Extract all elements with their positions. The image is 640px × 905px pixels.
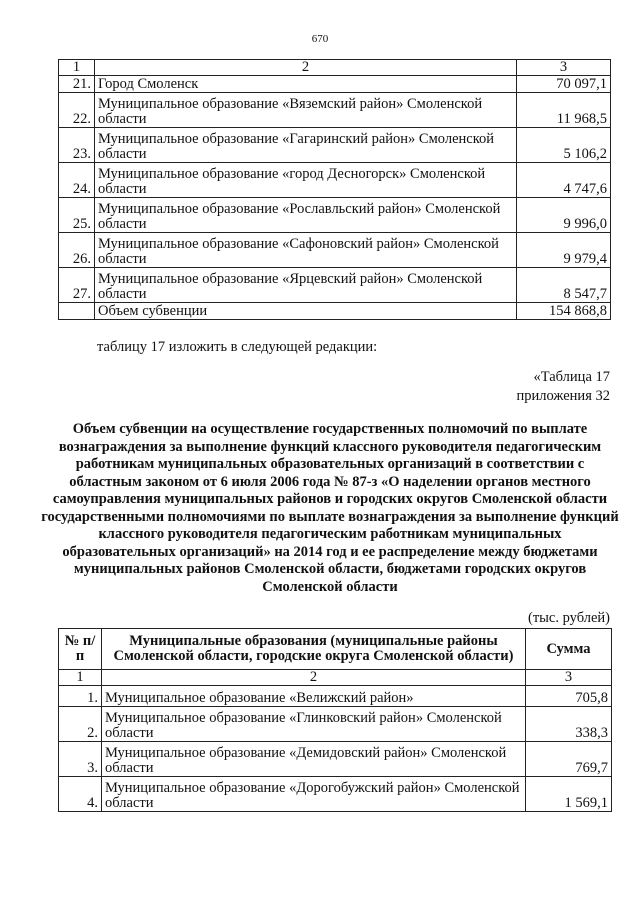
municipality-name: Муниципальное образование «Демидовский район» Смоленской области — [102, 742, 526, 777]
table-header-row — [59, 60, 611, 76]
row-number: 23. — [59, 128, 95, 163]
table-row — [59, 163, 611, 198]
top-table — [58, 59, 611, 320]
table-reference-line: «Таблица 17 — [533, 369, 610, 385]
total-label: Объем субвенции — [95, 303, 517, 320]
table-row — [59, 233, 611, 268]
empty-cell — [59, 303, 95, 320]
row-number: 22. — [59, 93, 95, 128]
row-number: 25. — [59, 198, 95, 233]
municipality-name: Муниципальное образование «Глинковский район» Смоленской области — [102, 707, 526, 742]
row-sum: 11 968,5 — [517, 93, 611, 128]
header-municipality: Муниципальные образования (муниципальные районы Смоленской области, городские округа Смоленской области) — [102, 629, 526, 670]
row-sum: 8 547,7 — [517, 268, 611, 303]
row-sum: 1 569,1 — [526, 777, 612, 812]
row-sum: 5 106,2 — [517, 128, 611, 163]
row-sum: 70 097,1 — [517, 76, 611, 93]
unit-label: (тыс. рублей) — [528, 610, 610, 626]
column-number-cell: 2 — [102, 670, 526, 686]
column-number-cell: 3 — [517, 60, 611, 76]
table-total-row — [59, 303, 611, 320]
header-sum: Сумма — [526, 629, 612, 670]
table-row — [59, 742, 612, 777]
table-row — [59, 268, 611, 303]
header-number: № п/п — [59, 629, 102, 670]
row-number: 24. — [59, 163, 95, 198]
page-number: 670 — [311, 33, 329, 45]
table-reference-line: приложения 32 — [516, 388, 610, 404]
municipality-name: Муниципальное образование «Ярцевский район» Смоленской области — [95, 268, 517, 303]
row-sum: 4 747,6 — [517, 163, 611, 198]
row-number: 21. — [59, 76, 95, 93]
row-sum: 705,8 — [526, 686, 612, 707]
row-number: 2. — [59, 707, 102, 742]
row-sum: 338,3 — [526, 707, 612, 742]
column-number-cell: 1 — [59, 60, 95, 76]
municipality-name: Муниципальное образование «Сафоновский район» Смоленской области — [95, 233, 517, 268]
table-row — [59, 198, 611, 233]
column-numbers-row — [59, 670, 612, 686]
municipality-name: Муниципальное образование «Дорогобужский район» Смоленской области — [102, 777, 526, 812]
table-header-row — [59, 629, 612, 670]
municipality-name: Муниципальное образование «город Десногорск» Смоленской области — [95, 163, 517, 198]
row-number: 4. — [59, 777, 102, 812]
table-title: Объем субвенции на осуществление государственных полномочий по выплате вознаграждения за выполнение функций классного руководителя педагогическим работникам муниципальных образовательных организаций в соответствии с областным законом от 6 июля 2006 года № 87-з «О наделении органов местного самоуправления муниципальных районов и городских округов Смоленской области государственными полномочиями по выплате вознаграждения за выполнение функций классного руководителя педагогическим работникам муниципальных образовательных организаций» на 2014 год и ее распределение между бюджетами муниципальных районов Смоленской области, бюджетами городских округов Смоленской области — [41, 421, 619, 595]
row-number: 3. — [59, 742, 102, 777]
column-number-cell: 2 — [95, 60, 517, 76]
municipality-name: Муниципальное образование «Гагаринский район» Смоленской области — [95, 128, 517, 163]
row-sum: 9 979,4 — [517, 233, 611, 268]
table-row — [59, 93, 611, 128]
table-row — [59, 76, 611, 93]
table-reference — [517, 368, 610, 406]
table-row — [59, 707, 612, 742]
total-sum: 154 868,8 — [517, 303, 611, 320]
municipality-name: Муниципальное образование «Велижский район» — [102, 686, 526, 707]
column-number-cell: 3 — [526, 670, 612, 686]
row-sum: 769,7 — [526, 742, 612, 777]
municipality-name: Муниципальное образование «Вяземский район» Смоленской области — [95, 93, 517, 128]
row-number: 27. — [59, 268, 95, 303]
table-row — [59, 686, 612, 707]
amendment-instruction: таблицу 17 изложить в следующей редакции: — [97, 339, 378, 355]
column-number-cell: 1 — [59, 670, 102, 686]
row-sum: 9 996,0 — [517, 198, 611, 233]
row-number: 26. — [59, 233, 95, 268]
table-row — [59, 128, 611, 163]
row-number: 1. — [59, 686, 102, 707]
distribution-table — [58, 628, 612, 812]
municipality-name: Город Смоленск — [95, 76, 517, 93]
table-row — [59, 777, 612, 812]
municipality-name: Муниципальное образование «Рославльский район» Смоленской области — [95, 198, 517, 233]
